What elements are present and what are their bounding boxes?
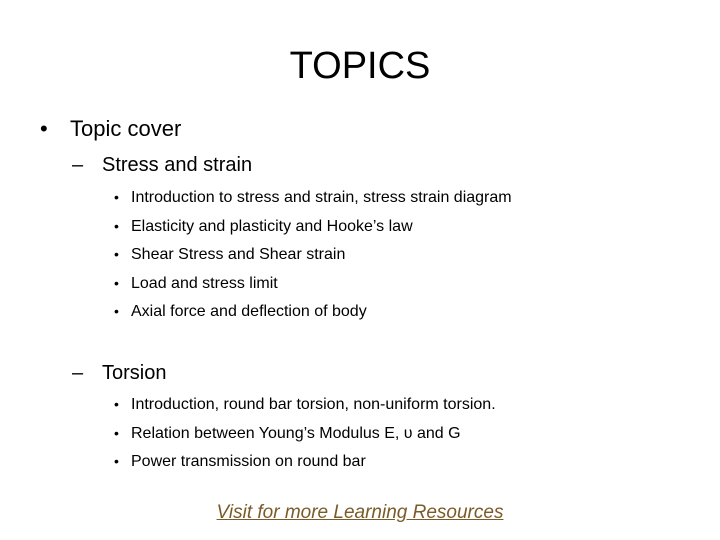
bullet-icon: • [114, 217, 119, 234]
stress-strain-list [114, 183, 512, 326]
list-item [114, 419, 496, 448]
bullet-icon: • [114, 274, 119, 291]
list-item [114, 390, 496, 419]
section-heading-label: Stress and strain [102, 154, 253, 176]
list-item [114, 297, 512, 326]
list-item [114, 183, 512, 212]
list-item [114, 240, 512, 269]
list-item-text: Load and stress limit [131, 274, 278, 292]
list-item-text: Introduction to stress and strain, stress strain diagram [131, 189, 512, 206]
bullet-icon: • [114, 453, 119, 469]
dash-icon: – [72, 362, 84, 384]
list-item-text: Elasticity and plasticity and Hooke’s law [131, 217, 413, 235]
list-item-text: Axial force and deflection of body [131, 303, 367, 320]
bullet-icon: • [114, 396, 119, 412]
section-heading-torsion [72, 359, 166, 387]
list-item [114, 212, 512, 241]
dash-icon: – [72, 154, 84, 176]
topic-cover-label: Topic cover [70, 116, 182, 141]
learning-resources-link[interactable]: Visit for more Learning Resources [216, 502, 504, 523]
torsion-list [114, 390, 496, 476]
bullet-icon: • [114, 303, 119, 319]
list-item [114, 269, 512, 298]
slide-title: TOPICS [289, 45, 431, 87]
section-heading-stress-strain [72, 151, 252, 179]
section-heading-label: Torsion [102, 362, 167, 384]
list-item-text: Shear Stress and Shear strain [131, 246, 346, 263]
list-item-text: Introduction, round bar torsion, non-uniform torsion. [131, 396, 496, 413]
bullet-icon: • [114, 424, 119, 441]
list-item [114, 447, 496, 476]
bullet-icon: • [114, 189, 119, 205]
topic-cover-item [40, 114, 181, 144]
list-item-text: Relation between Young’s Modulus E, υ and G [131, 424, 461, 442]
list-item-text: Power transmission on round bar [131, 453, 366, 470]
bullet-icon: • [114, 246, 119, 262]
bullet-icon: • [40, 116, 48, 141]
